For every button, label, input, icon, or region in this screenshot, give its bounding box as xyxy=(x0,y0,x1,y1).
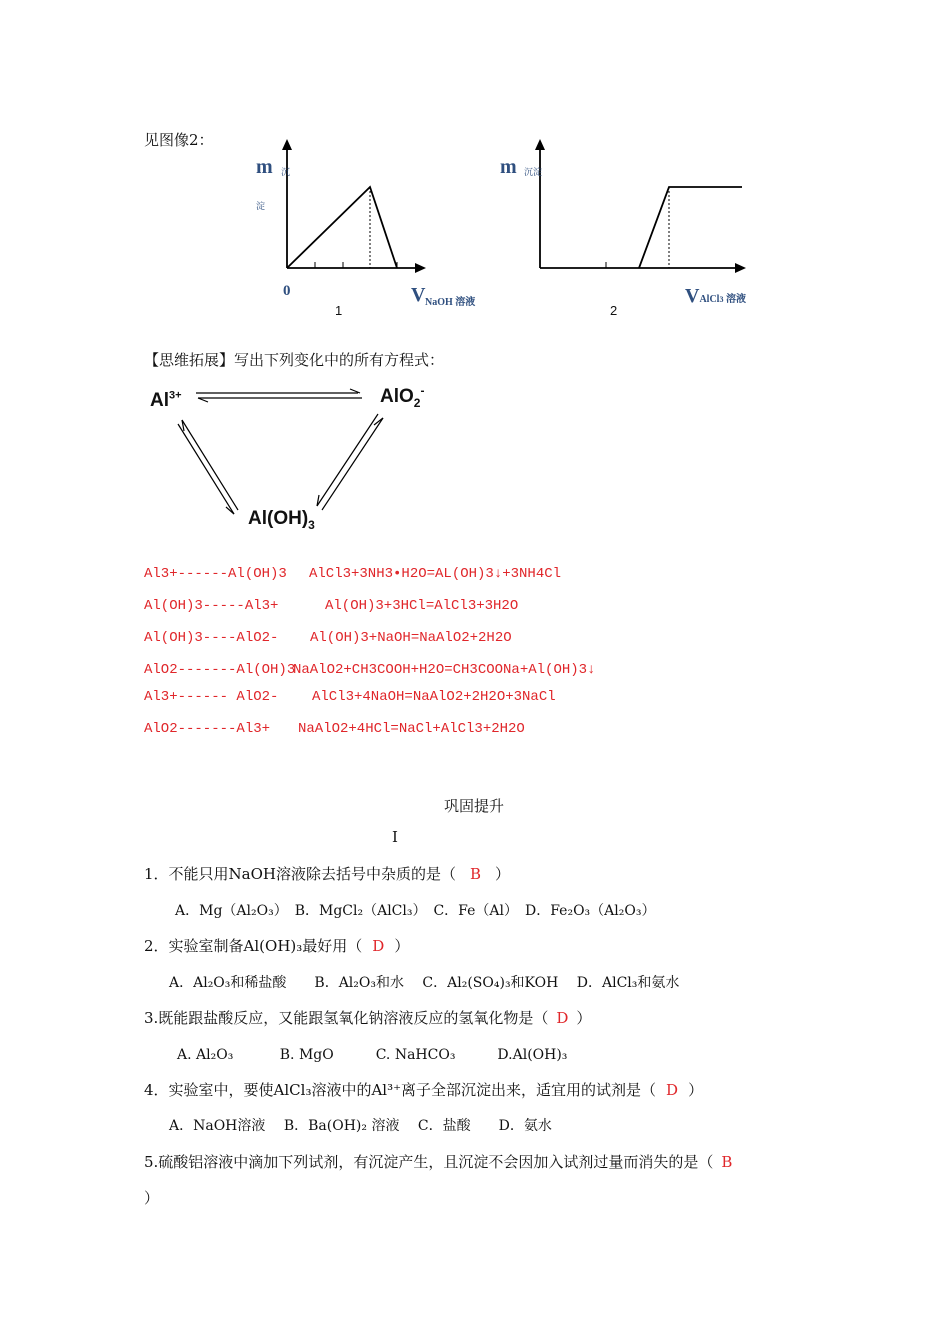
graph2-x-sub: AlCl xyxy=(699,294,720,305)
q2-stem-text: 2．实验室制备Al(OH)₃最好用（ xyxy=(144,937,363,955)
triangle-al3 xyxy=(150,390,182,412)
equation-5-rhs: AlCl3+4NaOH=NaAlO2+2H2O+3NaCl xyxy=(312,689,556,705)
graph2-x-v: V xyxy=(685,285,700,307)
question-4-options: A．NaOH溶液 B．Ba(OH)₂ 溶液 C．盐酸 D．氨水 xyxy=(169,1118,552,1134)
equation-6-lhs: AlO2-------Al3+ xyxy=(144,721,271,737)
q2-close: ） xyxy=(394,937,410,955)
aloh3-sub: 3 xyxy=(308,517,315,532)
graph1-y-label-sub2: 淀 xyxy=(256,201,266,211)
graph1-y-label-sub1: 沉 xyxy=(281,167,291,177)
al3-text: Al xyxy=(150,390,169,411)
equation-3-lhs: Al(OH)3----AlO2- xyxy=(144,630,279,646)
extension-title: 【思维拓展】写出下列变化中的所有方程式： xyxy=(144,351,445,369)
graph2-x-label-v xyxy=(685,285,746,308)
q3-close: ） xyxy=(576,1009,592,1027)
question-3-stem xyxy=(144,1007,591,1028)
graph2-x-sub-tail: 溶液 xyxy=(723,294,746,305)
graph1-origin: 0 xyxy=(283,283,291,299)
q5-stem-text: 5.硫酸铝溶液中滴加下列试剂，有沉淀产生，且沉淀不会因加入试剂过量而消失的是（ xyxy=(144,1153,714,1171)
equation-5-lhs: Al3+------ AlO2- xyxy=(144,689,279,705)
q4-answer: D xyxy=(666,1081,679,1099)
graph2-caption: 2 xyxy=(610,303,618,318)
al3-sup: 3+ xyxy=(169,389,182,402)
equation-1-lhs: Al3+------Al(OH)3 xyxy=(144,566,287,582)
alo2-text: AlO xyxy=(380,386,414,407)
q4-close: ） xyxy=(688,1081,704,1099)
question-1-options: A．Mg（Al₂O₃） B．MgCl₂（AlCl₃） C．Fe（Al） D．Fe₂O₃（Al₂O₃） xyxy=(175,903,656,919)
q5-answer: B xyxy=(721,1153,733,1171)
triangle-aloh3 xyxy=(248,508,315,530)
intro-text: 见图像2： xyxy=(144,131,214,149)
section-title: 巩固提升 xyxy=(444,797,505,815)
question-2-stem xyxy=(144,935,409,956)
equation-3-rhs: Al(OH)3+NaOH=NaAlO2+2H2O xyxy=(310,630,512,646)
equation-1-rhs: AlCl3+3NH3•H2O=AL(OH)3↓+3NH4Cl xyxy=(309,566,562,582)
alo2-sub: 2 xyxy=(413,395,421,410)
q1-answer: B xyxy=(470,865,482,883)
graph1-x-label-v: V xyxy=(411,284,426,306)
graph1-x-label-sub: NaOH 溶液 xyxy=(425,297,476,308)
question-5-close: ） xyxy=(144,1189,160,1207)
equation-4-lhs: AlO2-------Al(OH)3 xyxy=(144,662,296,678)
q3-stem-text: 3.既能跟盐酸反应，又能跟氢氧化钠溶液反应的氢氧化物是（ xyxy=(144,1009,549,1027)
graph1-y-label-m: m xyxy=(256,156,273,178)
graph1-caption: 1 xyxy=(335,303,343,318)
alo2-sup: - xyxy=(420,383,425,398)
graph2-y-label-sub: 沉淀 xyxy=(524,167,543,177)
equation-2-rhs: Al(OH)3+3HCl=AlCl3+3H2O xyxy=(325,598,519,614)
equation-4-rhs: NaAlO2+CH3COOH+H2O=CH3COONa+Al(OH)3↓ xyxy=(293,662,596,678)
q3-answer: D xyxy=(556,1009,569,1027)
question-2-options: A．Al₂O₃和稀盐酸 B．Al₂O₃和水 C．Al₂(SO₄)₃和KOH D．AlCl₃和氨水 xyxy=(169,975,680,991)
aloh3-text: Al(OH) xyxy=(248,508,309,529)
equation-2-lhs: Al(OH)3-----Al3+ xyxy=(144,598,279,614)
question-3-options: A. Al₂O₃ B. MgO C. NaHCO₃ D.Al(OH)₃ xyxy=(177,1047,568,1063)
question-4-stem xyxy=(144,1079,703,1100)
graph2-x-sub-3: 3 xyxy=(719,295,724,304)
graph2-y-label-m: m xyxy=(500,156,517,178)
q2-answer: D xyxy=(372,937,385,955)
question-5-stem xyxy=(144,1151,732,1172)
equation-6-rhs: NaAlO2+4HCl=NaCl+AlCl3+2H2O xyxy=(298,721,525,737)
question-1-stem xyxy=(144,863,510,884)
triangle-alo2 xyxy=(380,383,425,410)
q4-stem-text: 4．实验室中，要使AlCl₃溶液中的Al³⁺离子全部沉淀出来，适宜用的试剂是（ xyxy=(144,1081,657,1099)
q1-stem-text: 1．不能只用NaOH溶液除去括号中杂质的是（ xyxy=(144,865,456,883)
section-roman: I xyxy=(392,828,398,846)
q1-close: ） xyxy=(495,865,511,883)
